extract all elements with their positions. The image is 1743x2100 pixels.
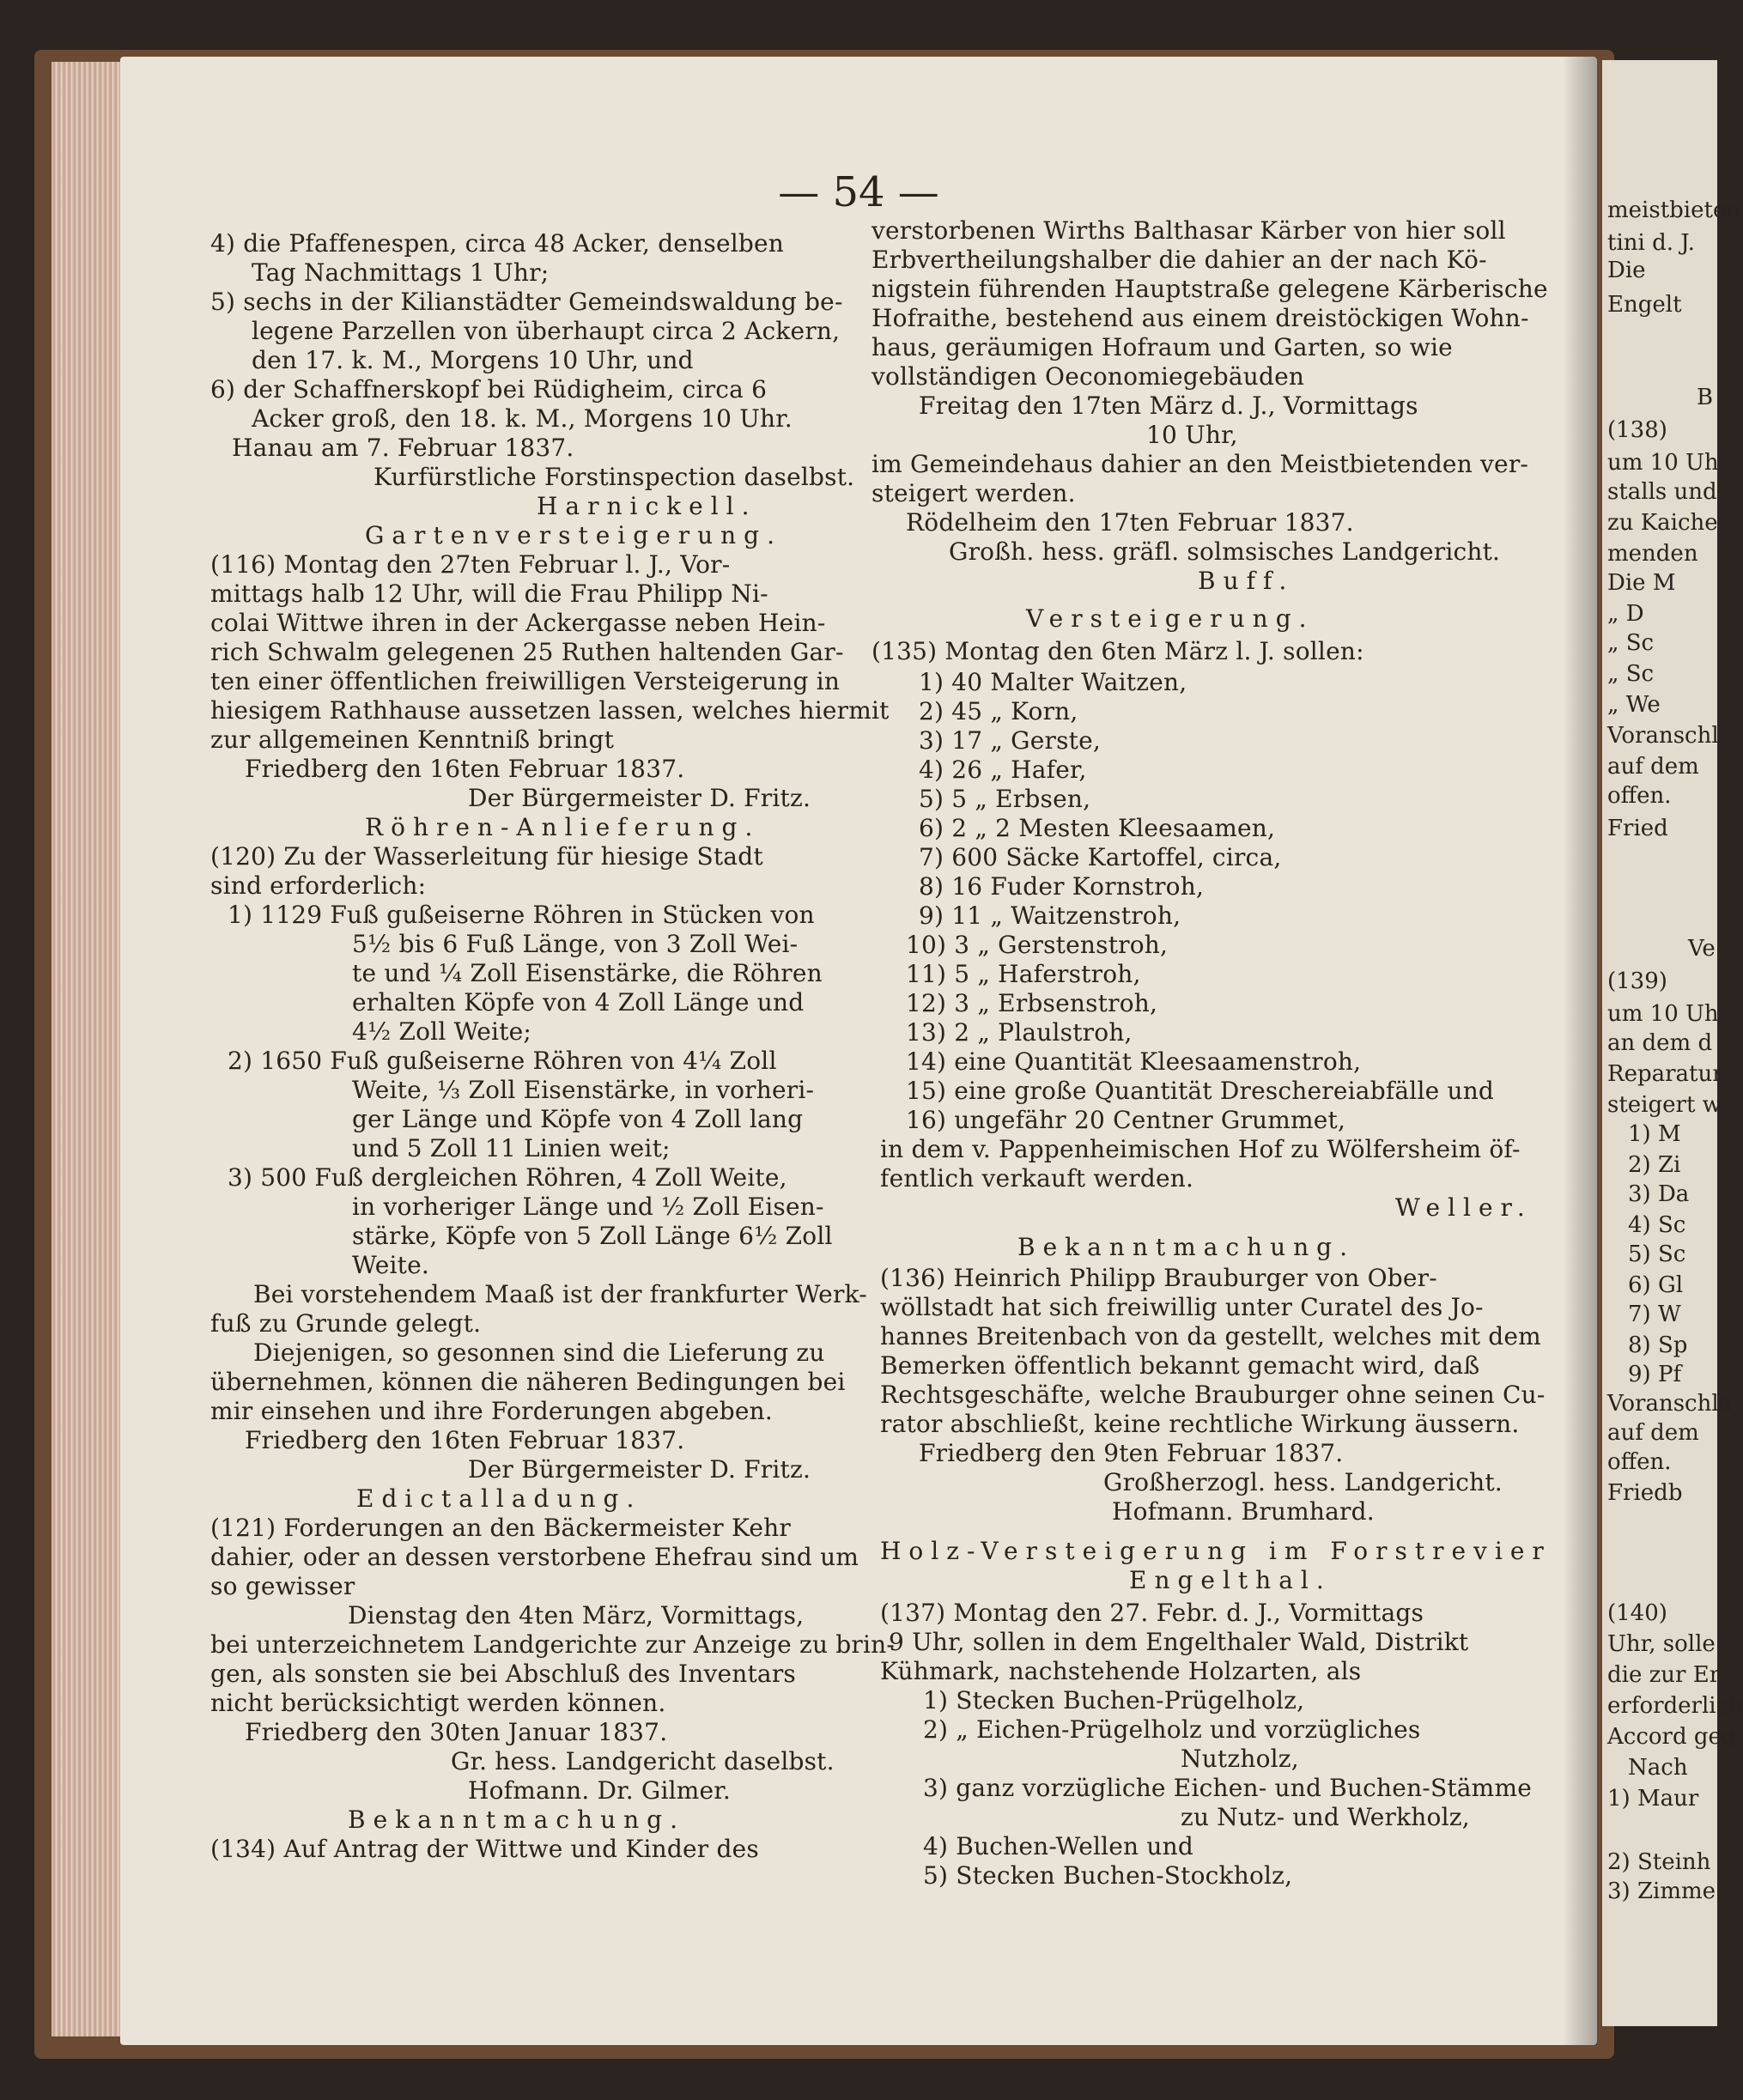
text-line: 9 Uhr, sollen in dem Engelthaler Wald, Distrikt xyxy=(889,1628,1469,1656)
text-line: in dem v. Pappenheimischen Hof zu Wölfersheim öf- xyxy=(880,1135,1521,1163)
text-line: verstorbenen Wirths Balthasar Kärber von hier soll xyxy=(872,216,1506,245)
signature-line: Hofmann. Dr. Gilmer. xyxy=(468,1776,731,1805)
text-line: übernehmen, können die näheren Bedingungen bei xyxy=(210,1368,846,1396)
list-item: 3) 17 „ Gerste, xyxy=(919,726,1101,755)
fragment-line: B xyxy=(1697,385,1714,410)
fragment-line: 2) Zi xyxy=(1628,1152,1681,1178)
text-line: (120) Zu der Wasserleitung für hiesige Stadt xyxy=(210,842,763,871)
fragment-line: 7) W xyxy=(1628,1302,1681,1327)
text-line: ten einer öffentlichen freiwilligen Versteigerung in xyxy=(210,667,841,695)
signature-line: Der Bürgermeister D. Fritz. xyxy=(468,1455,811,1484)
fragment-line: 3) Da xyxy=(1628,1181,1690,1207)
fragment-line: „ Sc xyxy=(1607,661,1655,687)
text-line: Weite, ⅓ Zoll Eisenstärke, in vorheri- xyxy=(352,1076,815,1104)
text-line: 3) 500 Fuß dergleichen Röhren, 4 Zoll Weite, xyxy=(228,1163,787,1192)
list-item: 1) Stecken Buchen-Prügelholz, xyxy=(923,1686,1305,1715)
fragment-line: 8) Sp xyxy=(1628,1332,1688,1358)
text-line: 10 Uhr, xyxy=(1146,421,1238,449)
section-heading: Bekanntmachung. xyxy=(348,1806,685,1834)
text-line: (136) Heinrich Philipp Brauburger von Ober- xyxy=(880,1264,1437,1292)
section-heading: Gartenversteigerung. xyxy=(365,521,782,549)
signature-office: Großherzogl. hess. Landgericht. xyxy=(1103,1468,1503,1496)
list-item: 3) ganz vorzügliche Eichen- und Buchen-Stämme xyxy=(923,1774,1532,1802)
fragment-line: (138) xyxy=(1607,417,1667,443)
fragment-line: auf dem xyxy=(1607,754,1699,780)
text-line: Tag Nachmittags 1 Uhr; xyxy=(252,258,550,287)
text-line: vollständigen Oeconomiegebäuden xyxy=(872,362,1305,391)
fragment-line: offen. xyxy=(1607,783,1672,809)
fragment-line: 4) Sc xyxy=(1628,1212,1686,1238)
list-item: 13) 2 „ Plaulstroh, xyxy=(906,1018,1133,1047)
text-line: im Gemeindehaus dahier an den Meistbietenden ver- xyxy=(872,450,1529,478)
text-line: wöllstadt hat sich freiwillig unter Curatel des Jo- xyxy=(880,1293,1484,1321)
signature-line: Der Bürgermeister D. Fritz. xyxy=(468,784,811,812)
fragment-line: Reparatur xyxy=(1607,1061,1723,1087)
text-line: und 5 Zoll 11 Linien weit; xyxy=(352,1134,671,1162)
list-item: 11) 5 „ Haferstroh, xyxy=(906,960,1141,988)
fragment-line: um 10 Uh xyxy=(1607,1001,1719,1027)
text-line: hannes Breitenbach von da gestellt, welches mit dem xyxy=(880,1322,1541,1350)
fragment-line: (140) xyxy=(1607,1600,1667,1626)
text-line: Friedberg den 16ten Februar 1837. xyxy=(245,755,685,783)
text-line: hiesigem Rathhause aussetzen lassen, welches hiermit xyxy=(210,696,890,725)
section-heading: Holz-Versteigerung im Forstrevier xyxy=(880,1537,1552,1565)
text-line: fuß zu Grunde gelegt. xyxy=(210,1309,482,1338)
fragment-line: 5) Sc xyxy=(1628,1241,1686,1267)
text-line: stärke, Köpfe von 5 Zoll Länge 6½ Zoll xyxy=(352,1222,833,1250)
signature-office: Kurfürstliche Forstinspection daselbst. xyxy=(374,463,855,491)
fragment-line: Die xyxy=(1607,258,1646,283)
fragment-line: Fried xyxy=(1607,816,1668,841)
text-line: 1) 1129 Fuß gußeiserne Röhren in Stücken von xyxy=(228,901,815,929)
text-line: te und ¼ Zoll Eisenstärke, die Röhren xyxy=(352,959,823,987)
text-line: 4) die Pfaffenespen, circa 48 Acker, denselben xyxy=(210,229,785,258)
text-line: rator abschließt, keine rechtliche Wirkung äussern. xyxy=(880,1410,1520,1438)
fragment-line: an dem d xyxy=(1607,1030,1713,1056)
signature-line: Hofmann. Brumhard. xyxy=(1112,1497,1375,1526)
fragment-line: um 10 Uh xyxy=(1607,450,1719,476)
fragment-line: 6) Gl xyxy=(1628,1272,1684,1298)
text-line: nicht berücksichtigt werden können. xyxy=(210,1689,666,1717)
fragment-line: die zur Er xyxy=(1607,1662,1721,1688)
section-heading: Engelthal. xyxy=(1129,1566,1332,1594)
fragment-line: „ Sc xyxy=(1607,630,1655,656)
text-line: Bemerken öffentlich bekannt gemacht wird, daß xyxy=(880,1351,1480,1380)
fragment-line: erforderlich xyxy=(1607,1693,1743,1719)
section-heading: Edictalladung. xyxy=(356,1484,642,1513)
text-line: Hofraithe, bestehend aus einem dreistöckigen Wohn- xyxy=(872,304,1529,332)
section-heading: Versteigerung. xyxy=(1026,604,1315,633)
text-line: steigert werden. xyxy=(872,479,1076,507)
fragment-line: Engelt xyxy=(1607,292,1682,318)
text-line: 6) der Schaffnerskopf bei Rüdigheim, circa 6 xyxy=(210,375,768,404)
list-item: 8) 16 Fuder Kornstroh, xyxy=(919,872,1205,901)
text-line: zu Nutz- und Werkholz, xyxy=(1181,1803,1470,1831)
text-line: (116) Montag den 27ten Februar l. J., Vor- xyxy=(210,550,731,579)
fragment-line: Uhr, solle xyxy=(1607,1631,1716,1657)
fragment-line: 2) Steinh xyxy=(1607,1849,1711,1875)
list-item: 10) 3 „ Gerstenstroh, xyxy=(906,931,1169,959)
text-line: so gewisser xyxy=(210,1572,355,1600)
fragment-line: 1) Maur xyxy=(1607,1786,1699,1812)
text-line: (137) Montag den 27. Febr. d. J., Vormittags xyxy=(880,1599,1424,1627)
fragment-line: steigert w xyxy=(1607,1092,1722,1118)
text-line: zur allgemeinen Kenntniß bringt xyxy=(210,725,615,754)
text-line: Bei vorstehendem Maaß ist der frankfurter Werk- xyxy=(253,1280,867,1308)
signature-name: Harnickell. xyxy=(537,492,757,520)
text-line: gen, als sonsten sie bei Abschluß des Inventars xyxy=(210,1660,796,1688)
text-line: in vorheriger Länge und ½ Zoll Eisen- xyxy=(352,1193,824,1221)
text-line: Nutzholz, xyxy=(1181,1745,1299,1773)
text-line: bei unterzeichnetem Landgerichte zur Anzeige zu brin- xyxy=(210,1630,896,1659)
signature-office: Großh. hess. gräfl. solmsisches Landgericht. xyxy=(949,537,1501,566)
text-line: 5) sechs in der Kilianstädter Gemeindswaldung be- xyxy=(210,288,843,316)
text-line: (121) Forderungen an den Bäckermeister Kehr xyxy=(210,1514,791,1542)
fragment-line: meistbieten xyxy=(1607,197,1741,223)
fragment-line: Die M xyxy=(1607,570,1676,596)
text-line: Hanau am 7. Februar 1837. xyxy=(232,434,574,462)
text-line: nigstein führenden Hauptstraße gelegene Kärberische xyxy=(872,275,1548,303)
text-line: Diejenigen, so gesonnen sind die Lieferung zu xyxy=(253,1338,825,1367)
fragment-line: Friedb xyxy=(1607,1480,1683,1506)
next-page-sliver xyxy=(1602,60,1743,2026)
text-line: 4½ Zoll Weite; xyxy=(352,1017,532,1046)
text-line: haus, geräumigen Hofraum und Garten, so wie xyxy=(872,333,1453,361)
text-line: Kühmark, nachstehende Holzarten, als xyxy=(880,1657,1362,1685)
fragment-line: auf dem xyxy=(1607,1420,1699,1446)
fragment-line: (139) xyxy=(1607,968,1667,994)
fragment-line: offen. xyxy=(1607,1449,1672,1475)
section-heading: Röhren-Anlieferung. xyxy=(365,813,761,841)
list-item: 5) 5 „ Erbsen, xyxy=(919,785,1091,813)
text-line: Acker groß, den 18. k. M., Morgens 10 Uhr. xyxy=(252,404,793,433)
signature-office: Gr. hess. Landgericht daselbst. xyxy=(451,1747,835,1775)
text-line: fentlich verkauft werden. xyxy=(880,1164,1194,1193)
fragment-line: 1) M xyxy=(1628,1121,1681,1147)
text-line: Weite. xyxy=(352,1251,429,1279)
text-line: (135) Montag den 6ten März l. J. sollen: xyxy=(872,637,1364,665)
text-line: dahier, oder an dessen verstorbene Ehefrau sind um xyxy=(210,1543,859,1571)
list-item: 4) Buchen-Wellen und xyxy=(923,1832,1193,1860)
fragment-line: Accord geg xyxy=(1607,1724,1736,1750)
list-item: 2) „ Eichen-Prügelholz und vorzügliches xyxy=(923,1715,1421,1744)
text-line: Friedberg den 30ten Januar 1837. xyxy=(245,1718,668,1746)
text-line: Dienstag den 4ten März, Vormittags, xyxy=(348,1601,805,1630)
signature-name: Weller. xyxy=(1395,1193,1533,1222)
signature-name: Buff. xyxy=(1198,567,1295,595)
text-line: erhalten Köpfe von 4 Zoll Länge und xyxy=(352,988,805,1017)
fragment-line: Voranschla xyxy=(1607,1391,1733,1417)
fragment-line: stalls und xyxy=(1607,479,1717,505)
text-line: colai Wittwe ihren in der Ackergasse neben Hein- xyxy=(210,609,826,637)
fragment-line: tini d. J. xyxy=(1607,230,1695,256)
list-item: 7) 600 Säcke Kartoffel, circa, xyxy=(919,843,1282,871)
text-line: Friedberg den 16ten Februar 1837. xyxy=(245,1426,685,1454)
text-line: rich Schwalm gelegenen 25 Ruthen haltenden Gar- xyxy=(210,638,844,666)
fragment-line: 9) Pf xyxy=(1628,1362,1682,1387)
fragment-line: zu Kaiche xyxy=(1607,510,1718,536)
fragment-line: „ We xyxy=(1607,692,1661,718)
text-line: ger Länge und Köpfe von 4 Zoll lang xyxy=(352,1105,804,1133)
fragment-line: „ D xyxy=(1607,601,1644,627)
page-number: — 54 — xyxy=(778,168,939,216)
list-item: 16) ungefähr 20 Centner Grummet, xyxy=(906,1106,1346,1134)
list-item: 5) Stecken Buchen-Stockholz, xyxy=(923,1861,1293,1890)
section-heading: Bekanntmachung. xyxy=(1017,1233,1355,1261)
text-line: Friedberg den 9ten Februar 1837. xyxy=(919,1439,1344,1467)
text-line: sind erforderlich: xyxy=(210,871,427,900)
text-line: Erbvertheilungshalber die dahier an der nach Kö- xyxy=(872,246,1487,274)
text-line: 5½ bis 6 Fuß Länge, von 3 Zoll Wei- xyxy=(352,930,799,958)
list-item: 2) 45 „ Korn, xyxy=(919,697,1078,725)
list-item: 6) 2 „ 2 Mesten Kleesaamen, xyxy=(919,814,1276,842)
list-item: 1) 40 Malter Waitzen, xyxy=(919,668,1187,696)
text-line: Rödelheim den 17ten Februar 1837. xyxy=(906,508,1354,537)
fragment-line: Ve xyxy=(1688,936,1716,962)
gutter-shadow xyxy=(1563,57,1597,2045)
fragment-line: 3) Zimme xyxy=(1607,1878,1716,1904)
fragment-line: menden xyxy=(1607,541,1698,567)
list-item: 15) eine große Quantität Dreschereiabfälle und xyxy=(906,1077,1495,1105)
list-item: 4) 26 „ Hafer, xyxy=(919,756,1087,784)
list-item: 9) 11 „ Waitzenstroh, xyxy=(919,901,1181,930)
text-line: legene Parzellen von überhaupt circa 2 Ackern, xyxy=(252,317,841,345)
text-line: mir einsehen und ihre Forderungen abgeben. xyxy=(210,1397,774,1425)
text-line: Freitag den 17ten März d. J., Vormittags xyxy=(919,391,1418,420)
text-line: 2) 1650 Fuß gußeiserne Röhren von 4¼ Zoll xyxy=(228,1047,777,1075)
text-line: mittags halb 12 Uhr, will die Frau Philipp Ni- xyxy=(210,580,768,608)
fragment-line: Nach xyxy=(1628,1755,1688,1781)
fragment-line: Voranschl xyxy=(1607,723,1719,749)
text-line: (134) Auf Antrag der Wittwe und Kinder des xyxy=(210,1835,759,1863)
list-item: 12) 3 „ Erbsenstroh, xyxy=(906,989,1158,1017)
text-line: Rechtsgeschäfte, welche Brauburger ohne seinen Cu- xyxy=(880,1381,1546,1409)
text-line: den 17. k. M., Morgens 10 Uhr, und xyxy=(252,346,694,374)
list-item: 14) eine Quantität Kleesaamenstroh, xyxy=(906,1047,1362,1076)
